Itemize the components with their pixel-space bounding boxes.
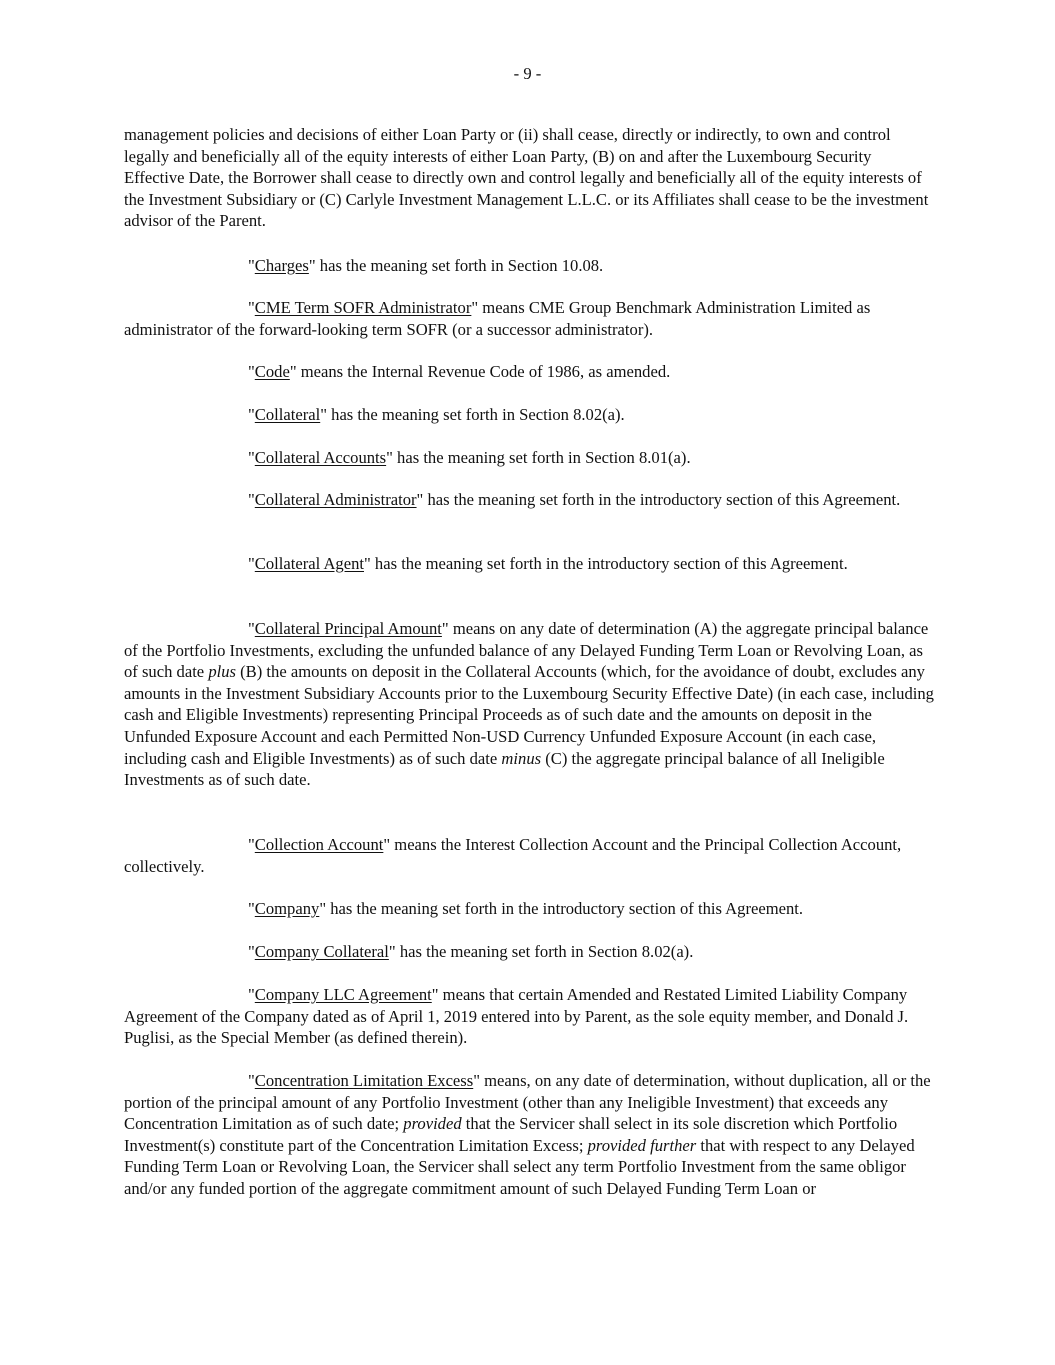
- defined-term: Charges: [254, 256, 309, 275]
- defined-term: Collateral Agent: [254, 554, 364, 573]
- definition-text: " has the meaning set forth in Section 8.02(a).: [388, 942, 694, 961]
- definition-text: " means, on any date of determination, without duplication, all or the portion of the principal amount of any Portfolio Investment (other than any Ineligible Investment) that exceeds any Concentration Limitation as of such date;: [124, 1071, 931, 1134]
- defined-term: Company Collateral: [254, 942, 389, 961]
- definition-code: "Code" means the Internal Revenue Code of 1986, as amended.: [248, 362, 671, 381]
- definition-company-collateral: "Company Collateral" has the meaning set forth in Section 8.02(a).: [248, 942, 694, 961]
- defined-term: Collateral Administrator: [254, 490, 417, 509]
- intro-paragraph-text: management policies and decisions of either Loan Party or (ii) shall cease, directly or indirectly, to own and control legally and beneficially all of the equity interests of either Loan Party, (B) on and after the Luxembourg Security Effective Date, the Borrower shall cease to directly own and control legally and beneficially all of the equity interests of the Investment Subsidiary or (C) Carlyle Investment Management L.L.C. or its Affiliates shall cease to be the investment advisor of the Parent.: [124, 125, 929, 231]
- definition-text: " means CME Group Benchmark Administration Limited as administrator of the forward-looking term SOFR (or a successor administrator).: [124, 298, 871, 339]
- defined-term: Code: [254, 362, 290, 381]
- italic-term: plus: [208, 662, 236, 682]
- defined-term: Company LLC Agreement: [254, 985, 432, 1004]
- definition-text: " means that certain Amended and Restated Limited Liability Company Agreement of the Company dated as of April 1, 2019 entered into by Parent, as the sole equity member, and Donald J. Puglisi, as the Special Member (as defined therein).: [124, 985, 909, 1048]
- definition-text: " has the meaning set forth in the introductory section of this Agreement.: [416, 490, 901, 509]
- definition-company-llc-agreement: "Company LLC Agreement" means that certain Amended and Restated Limited Liability Company Agreement of the Company dated as of April 1, 2019 entered into by Parent, as the sole equity member, and Donald J. Puglisi, as the Special Member (as defined therein).: [124, 985, 909, 1048]
- definition-collateral: "Collateral" has the meaning set forth in Section 8.02(a).: [248, 405, 625, 424]
- definition-text: " has the meaning set forth in Section 10.08.: [308, 256, 604, 275]
- definition-collateral-administrator: "Collateral Administrator" has the meaning set forth in the introductory section of this Agreement.: [248, 490, 901, 509]
- page-number: - 9 -: [513, 64, 542, 83]
- defined-term: Company: [254, 899, 320, 918]
- definition-collateral-accounts: "Collateral Accounts" has the meaning set forth in Section 8.01(a).: [248, 448, 691, 467]
- definition-text: that with respect to any Delayed Funding Term Loan or Revolving Loan, the Servicer shall select any term Portfolio Investment from the same obligor and/or any funded portion of the aggregate commitment amount of such Delayed Funding Term Loan or: [124, 1135, 915, 1198]
- definition-collection-account: "Collection Account" means the Interest Collection Account and the Principal Collection Account, collectively.: [124, 835, 902, 876]
- defined-term: Concentration Limitation Excess: [254, 1071, 474, 1090]
- intro-paragraph: [124, 124, 936, 232]
- italic-term: provided further: [587, 1135, 697, 1155]
- definition-text: " has the meaning set forth in the introductory section of this Agreement.: [319, 899, 804, 918]
- definition-cme-term-sofr-administrator: "CME Term SOFR Administrator" means CME Group Benchmark Administration Limited as administrator of the forward-looking term SOFR (or a successor administrator).: [124, 298, 871, 339]
- definition-text: (B) the amounts on deposit in the Collateral Accounts (which, for the avoidance of doubt, excludes any amounts in the Investment Subsidiary Accounts prior to the Luxembourg Security Effective Date) (in each case, including cash and Eligible Investments) representing Principal Proceeds as of such date and the amounts on deposit in the Unfunded Exposure Account and each Permitted Non-USD Currency Unfunded Exposure Account (in each case, including cash and Eligible Investments) as of such date: [124, 662, 934, 768]
- definition-concentration-limitation-excess: "Concentration Limitation Excess" means, on any date of determination, without duplication, all or the portion of the principal amount of any Portfolio Investment (other than any Ineligible Investment) that exceeds any Concentration Limitation as of such date; provided that the Servicer shall select in its sole discretion which Portfolio Investment(s) constitute part of the Concentration Limitation Excess; provided further that with respect to any Delayed Funding Term Loan or Revolving Loan, the Servicer shall select any term Portfolio Investment from the same obligor and/or any funded portion of the aggregate commitment amount of such Delayed Funding Term Loan or: [124, 1071, 931, 1198]
- definition-text: " means on any date of determination (A) the aggregate principal balance of the Portfolio Investments, excluding the unfunded balance of any Delayed Funding Term Loan or Revolving Loan, as of such date: [124, 619, 929, 682]
- definition-collateral-principal-amount: "Collateral Principal Amount" means on any date of determination (A) the aggregate principal balance of the Portfolio Investments, excluding the unfunded balance of any Delayed Funding Term Loan or Revolving Loan, as of such date plus (B) the amounts on deposit in the Collateral Accounts (which, for the avoidance of doubt, excludes any amounts in the Investment Subsidiary Accounts prior to the Luxembourg Security Effective Date) (in each case, including cash and Eligible Investments) representing Principal Proceeds as of such date and the amounts on deposit in the Unfunded Exposure Account and each Permitted Non-USD Currency Unfunded Exposure Account (in each case, including cash and Eligible Investments) as of such date minus (C) the aggregate principal balance of all Ineligible Investments as of such date.: [124, 619, 934, 790]
- definition-text: " has the meaning set forth in Section 8.02(a).: [320, 405, 625, 424]
- defined-term: Collateral Principal Amount: [254, 619, 442, 638]
- definition-text: that the Servicer shall select in its sole discretion which Portfolio Investment(s) constitute part of the Concentration Limitation Excess;: [124, 1114, 898, 1155]
- italic-term: provided: [403, 1114, 462, 1134]
- defined-term: Collateral: [254, 405, 321, 424]
- definition-text: " means the Interest Collection Account and the Principal Collection Account, collectively.: [124, 835, 902, 876]
- definition-text: " has the meaning set forth in the introductory section of this Agreement.: [364, 554, 848, 573]
- defined-term: CME Term SOFR Administrator: [254, 298, 472, 317]
- definition-company: "Company" has the meaning set forth in the introductory section of this Agreement.: [248, 899, 804, 918]
- definition-text: (C) the aggregate principal balance of all Ineligible Investments as of such date.: [124, 748, 885, 790]
- defined-term: Collection Account: [254, 835, 384, 854]
- definition-text: " means the Internal Revenue Code of 1986, as amended.: [289, 362, 671, 381]
- defined-term: Collateral Accounts: [254, 448, 387, 467]
- definition-charges: "Charges" has the meaning set forth in Section 10.08.: [248, 256, 604, 275]
- italic-term: minus: [501, 748, 542, 768]
- definition-collateral-agent: "Collateral Agent" has the meaning set forth in the introductory section of this Agreement.: [248, 554, 848, 573]
- definition-text: " has the meaning set forth in Section 8.01(a).: [386, 448, 691, 467]
